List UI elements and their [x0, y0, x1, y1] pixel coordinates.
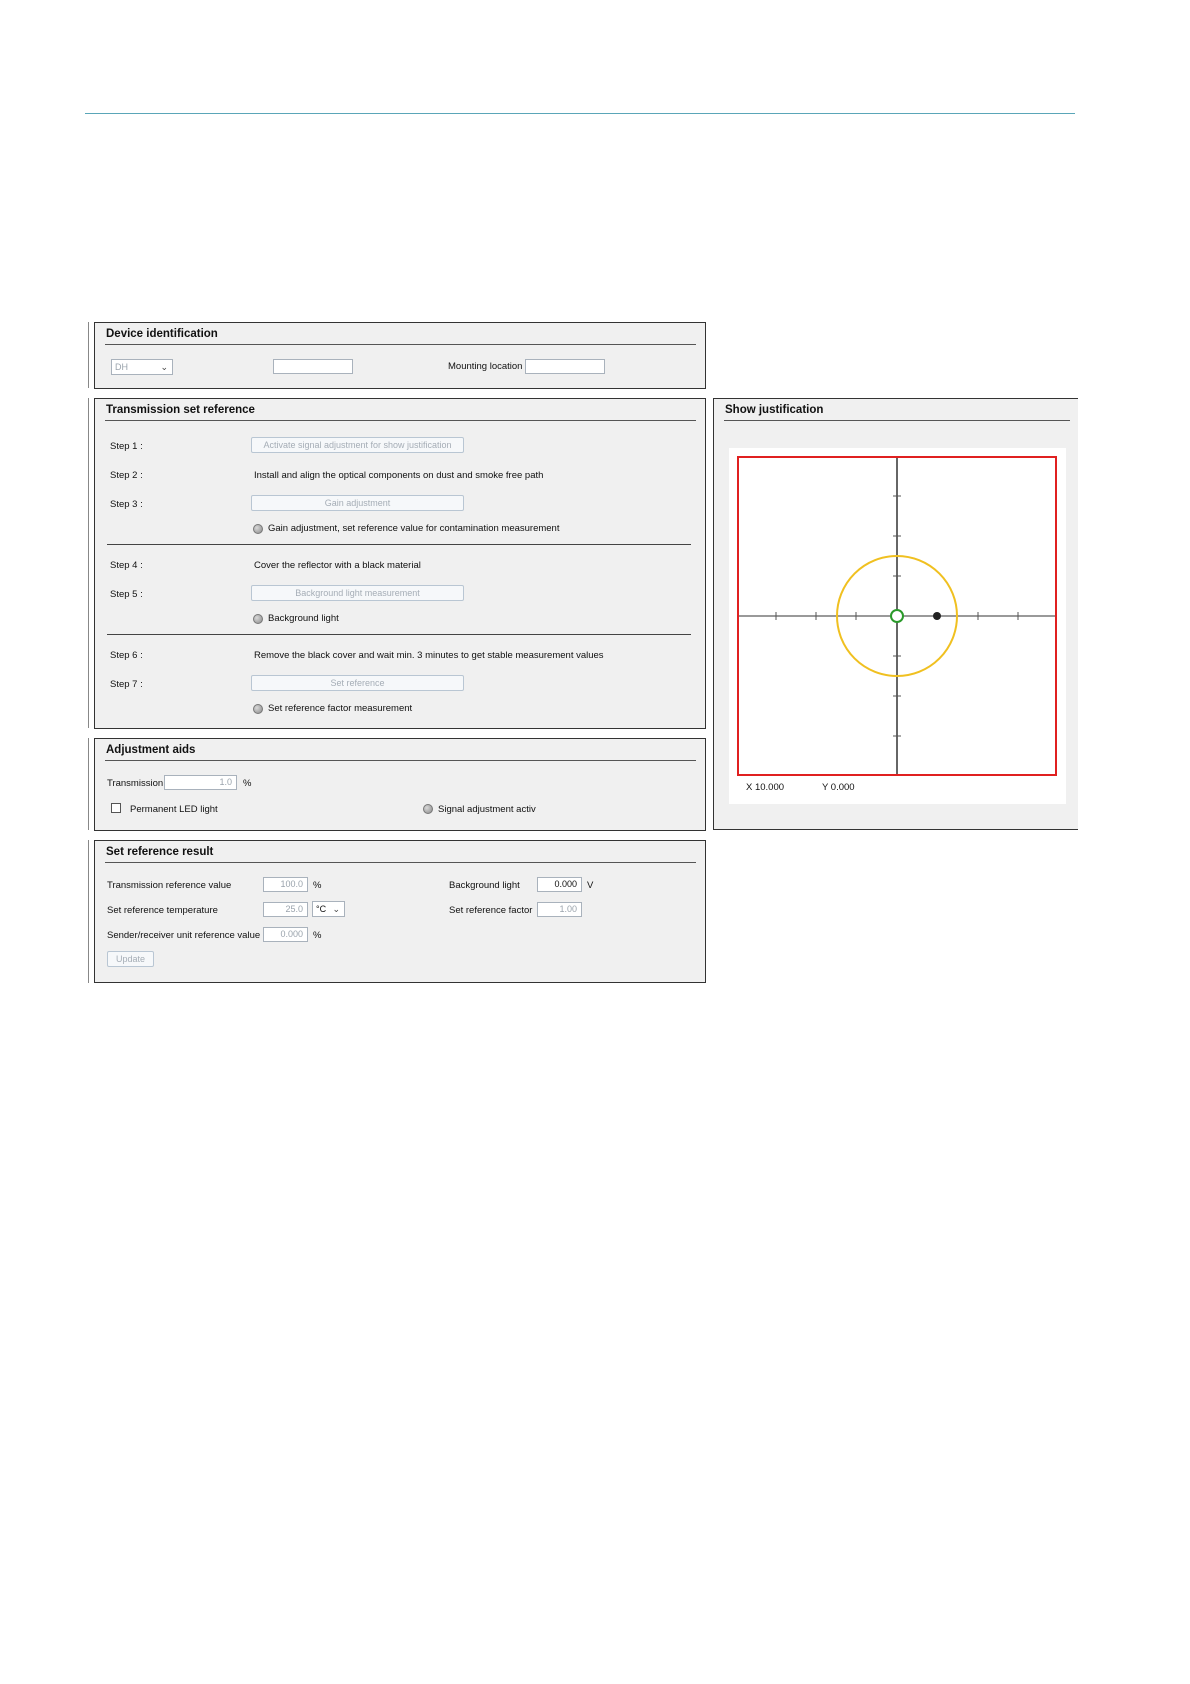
sender-receiver-field: 0.000 [263, 927, 308, 942]
background-status-indicator [253, 614, 263, 624]
mounting-location-input[interactable] [525, 359, 605, 374]
signal-adjustment-label: Signal adjustment activ [438, 804, 536, 815]
step-5-label: Step 5 : [110, 589, 143, 600]
panel-title: Set reference result [106, 846, 214, 858]
set-reference-button[interactable]: Set reference [251, 675, 464, 691]
step-4-label: Step 4 : [110, 560, 143, 571]
sender-receiver-unit: % [313, 930, 322, 941]
background-light-measurement-button[interactable]: Background light measurement [251, 585, 464, 601]
title-divider [105, 344, 696, 345]
justification-plot [729, 448, 1066, 804]
header-rule [85, 113, 1075, 114]
show-justification-panel [713, 398, 1078, 830]
transmission-reference-label: Transmission reference value [107, 880, 232, 891]
panel-title: Adjustment aids [106, 744, 196, 756]
transmission-label: Transmission [107, 778, 164, 789]
x-readout: X 10.000 [746, 782, 785, 793]
chevron-down-icon: ⌄ [160, 362, 168, 372]
section-divider [107, 544, 691, 545]
background-status-text: Background light [268, 613, 339, 624]
panel-title: Show justification [725, 404, 824, 416]
permanent-led-checkbox[interactable] [111, 803, 121, 813]
title-divider [105, 420, 696, 421]
step-7-label: Step 7 : [110, 679, 143, 690]
step-4-text: Cover the reflector with a black material [254, 560, 421, 571]
reference-status-text: Set reference factor measurement [268, 703, 413, 714]
step-2-label: Step 2 : [110, 470, 143, 481]
temperature-unit-value: °C [316, 904, 327, 914]
set-reference-result-panel [94, 840, 706, 983]
y-readout: Y 0.000 [822, 782, 855, 793]
device-select-value: DH [115, 362, 128, 372]
section-divider [107, 634, 691, 635]
panel-title: Device identification [106, 328, 218, 340]
chevron-down-icon: ⌄ [332, 904, 340, 914]
reference-temperature-field: 25.0 [263, 902, 308, 917]
transmission-set-reference-panel [94, 398, 706, 729]
step-6-label: Step 6 : [110, 650, 143, 661]
panel-edge [88, 322, 89, 388]
step-6-text: Remove the black cover and wait min. 3 minutes to get stable measurement values [254, 650, 604, 661]
reference-temperature-label: Set reference temperature [107, 905, 218, 916]
gain-adjustment-button[interactable]: Gain adjustment [251, 495, 464, 511]
panel-edge [88, 398, 89, 728]
background-light-field[interactable]: 0.000 [537, 877, 582, 892]
center-marker [891, 610, 903, 622]
title-divider [105, 862, 696, 863]
title-divider [724, 420, 1070, 421]
panel-edge [88, 840, 89, 983]
gain-status-text: Gain adjustment, set reference value for contamination measurement [268, 523, 560, 534]
gain-status-indicator [253, 524, 263, 534]
justification-graph [729, 448, 1066, 804]
title-divider [105, 760, 696, 761]
device-identification-panel [94, 322, 706, 389]
panel-edge [88, 738, 89, 830]
adjustment-aids-panel [94, 738, 706, 831]
signal-adjustment-indicator [423, 804, 433, 814]
activate-signal-adjustment-button[interactable]: Activate signal adjustment for show justification [251, 437, 464, 453]
device-field[interactable] [273, 359, 353, 374]
transmission-unit: % [243, 778, 252, 789]
sender-receiver-label: Sender/receiver unit reference value [107, 930, 261, 941]
temperature-unit-select[interactable] [312, 901, 345, 917]
background-light-label: Background light [449, 880, 520, 891]
reference-factor-label: Set reference factor [449, 905, 533, 916]
update-button[interactable]: Update [107, 951, 154, 967]
transmission-reference-unit: % [313, 880, 322, 891]
step-3-label: Step 3 : [110, 499, 143, 510]
panel-title: Transmission set reference [106, 404, 255, 416]
background-light-unit: V [587, 880, 594, 891]
transmission-field[interactable]: 1.0 [164, 775, 237, 790]
device-select[interactable] [111, 359, 173, 375]
mounting-location-label: Mounting location [448, 361, 523, 372]
transmission-reference-field: 100.0 [263, 877, 308, 892]
step-1-label: Step 1 : [110, 441, 143, 452]
position-point [933, 612, 941, 620]
permanent-led-label: Permanent LED light [130, 804, 218, 815]
reference-factor-field: 1.00 [537, 902, 582, 917]
reference-status-indicator [253, 704, 263, 714]
step-2-text: Install and align the optical components on dust and smoke free path [254, 470, 544, 481]
